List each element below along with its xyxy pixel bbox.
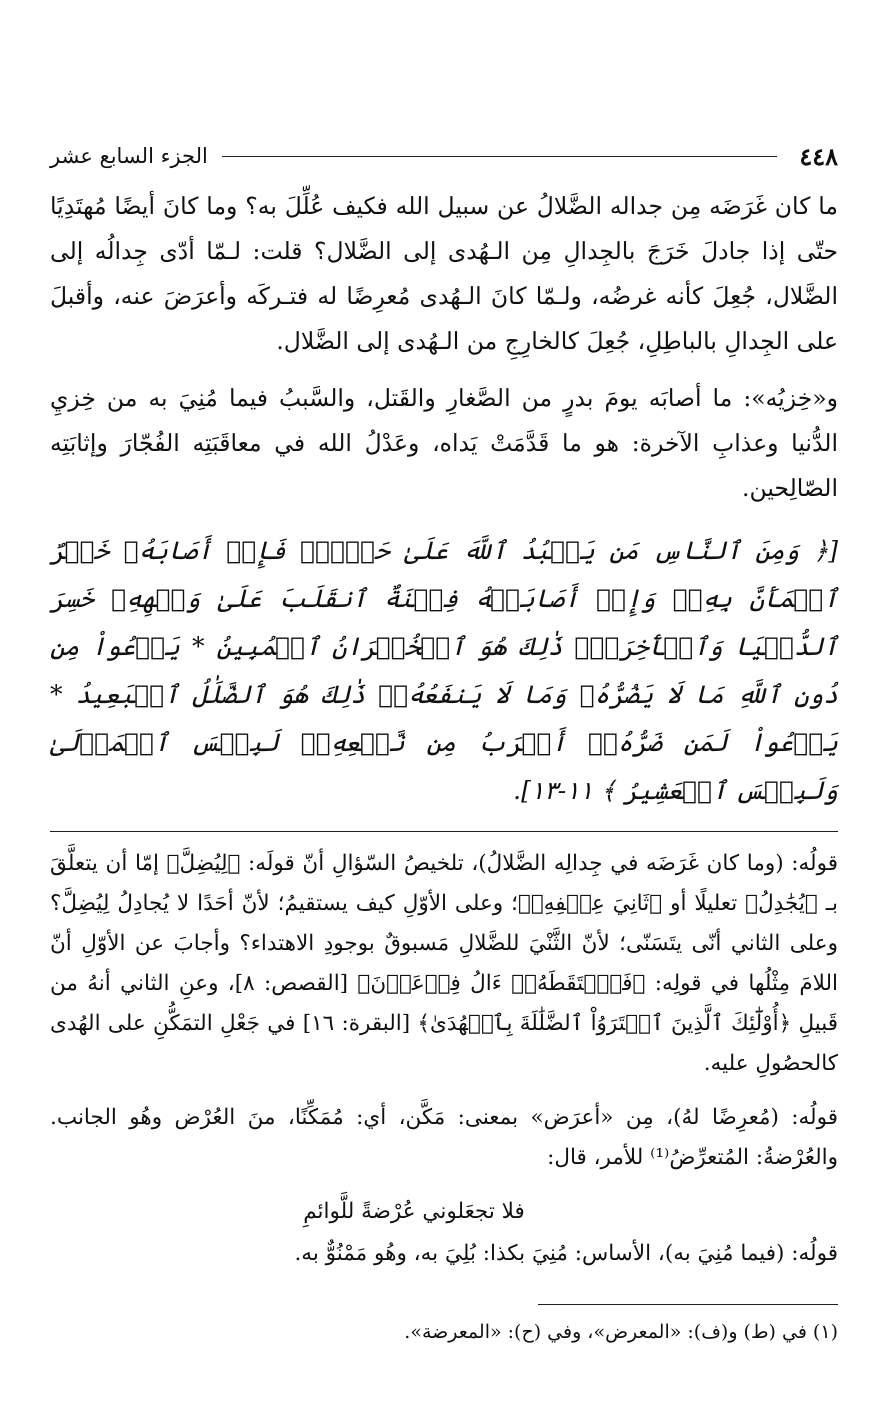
commentary-paragraph-1: قولُه: (وما كان غَرَضَه في جِدالِه الضَّلالُ)، تلخيصُ السّؤالِ أنّ قولَه: ﴿لِيُضِلَّ﴾ إمّا أن يتعلَّقَ بـ ﴿يُجَٰدِلُ﴾ تعليلًا أو ﴿ثَانِيَ عِطۡفِهِۦ﴾؛ وعلى الأوّلِ كيف يستقيمُ؛ لأنّ أحَدًا لا يُجادِلُ لِيُضِلَّ؟ وعلى الثاني أنّى يتَسَنّى؛ لأنّ الثَّنْيَ للضَّلالِ مَسبوقٌ بوجودِ الاهتداء؟ وأجابَ عن الأوّلِ أنّ اللامَ مِثْلُها في قولِه: ﴿فَٱلۡتَقَطَهُۥٓ ءَالُ فِرۡعَوۡنَ﴾ [القصص: ٨]، وعنِ الثاني أنهُ من قَبيلِ ﴿أُوْلَٰٓئِكَ ٱلَّذِينَ ٱشۡتَرَوُاْ ٱلضَّلَٰلَةَ بِٱلۡهُدَىٰ﴾ [البقرة: ١٦] في جَعْلِ التمَكُّنِ على الهُدى كالحصُولِ عليه. [50,851,838,1076]
header-rule [222,156,777,157]
book-page [50,136,838,1366]
body-paragraph-2: و«خِزيُه»: ما أصابَه يومَ بدرٍ من الصَّغارِ والقَتل، والسَّببُ فيما مُنِيَ به من خِزيِ الدُّنيا وعذابِ الآخرة: هو ما قَدَّمَتْ يَداه، وعَدْلُ الله في معاقَبَتِه الفُجّارَ وإثابَتِه الصّالِحين. [50,384,838,502]
commentary-paragraph-3: قولُه: (فيما مُنِيَ به)، الأساس: مُنِيَ بكذا: بُلِيَ به، وهُو مَمْنُوٌّ به. [294,1241,838,1266]
poetry-verse: فلا تجعَلوني عُرْضةً للَّوائمِ [303,1199,525,1224]
footnote-rule [538,1304,838,1305]
quran-verse-block: [﴿ وَمِنَ ٱلنَّاسِ مَن يَعۡبُدُ ٱللَّهَ عَلَىٰ حَرۡفٖۖ فَإِنۡ أَصَابَهُۥ خَيۡرٌ ٱطۡمَأَنَّ بِهِۦۖ وَإِنۡ أَصَابَتۡهُ فِتۡنَةٌ ٱنقَلَبَ عَلَىٰ وَجۡهِهِۦ خَسِرَ ٱلدُّنۡيَا وَٱلۡأٓخِرَةَۚ ذَٰلِكَ هُوَ ٱلۡخُسۡرَانُ ٱلۡمُبِينُ * يَدۡعُواْ مِن دُونِ ٱللَّهِ مَا لَا يَضُرُّهُۥ وَمَا لَا يَنفَعُهُۥۚ ذَٰلِكَ هُوَ ٱلضَّلَٰلُ ٱلۡبَعِيدُ * يَدۡعُواْ لَمَن ضَرُّهُۥٓ أَقۡرَبُ مِن نَّفۡعِهِۦۚ لَبِئۡسَ ٱلۡمَوۡلَىٰ وَلَبِئۡسَ ٱلۡعَشِيرُ ﴾ ١١-١٣]. [50,536,838,805]
page-number: ٤٤٨ [799,141,838,171]
footnote: (١) في (ط) و(ف): «المعرض»، وفي (ح): «المعرضة». [404,1321,838,1343]
commentary-paragraph-2: قولُه: (مُعرِضًا لهُ)، مِن «أعرَض» بمعنى: مَكَّن، أي: مُمَكِّنًا، منَ العُرْض وهُو الجانب. والعُرْضةُ: المُتعرِّضُ⁽¹⁾ للأمر، قال: [50,1105,838,1170]
running-header [50,136,838,176]
header-title: الجزء السابع عشر [50,144,208,168]
body-paragraph-1: ما كان غَرَضَه مِن جداله الضَّلالُ عن سبيل الله فكيف عُلِّلَ به؟ وما كانَ أيضًا مُهتَدِيًا حتّى إذا جادلَ خَرَجَ بالجِدالِ مِن الـهُدى إلى الضَّلال؟ قلت: لـمّا أدّى جِدالُه إلى الضَّلال، جُعِلَ كأنه غرضُه، ولـمّا كانَ الـهُدى مُعرِضًا له فتـركَه وأعرَضَ عنه، وأقبلَ على الجِدالِ بالباطِلِ، جُعِلَ كالخارِجِ من الـهُدى إلى الضَّلال. [50,192,838,355]
section-divider [50,831,838,832]
